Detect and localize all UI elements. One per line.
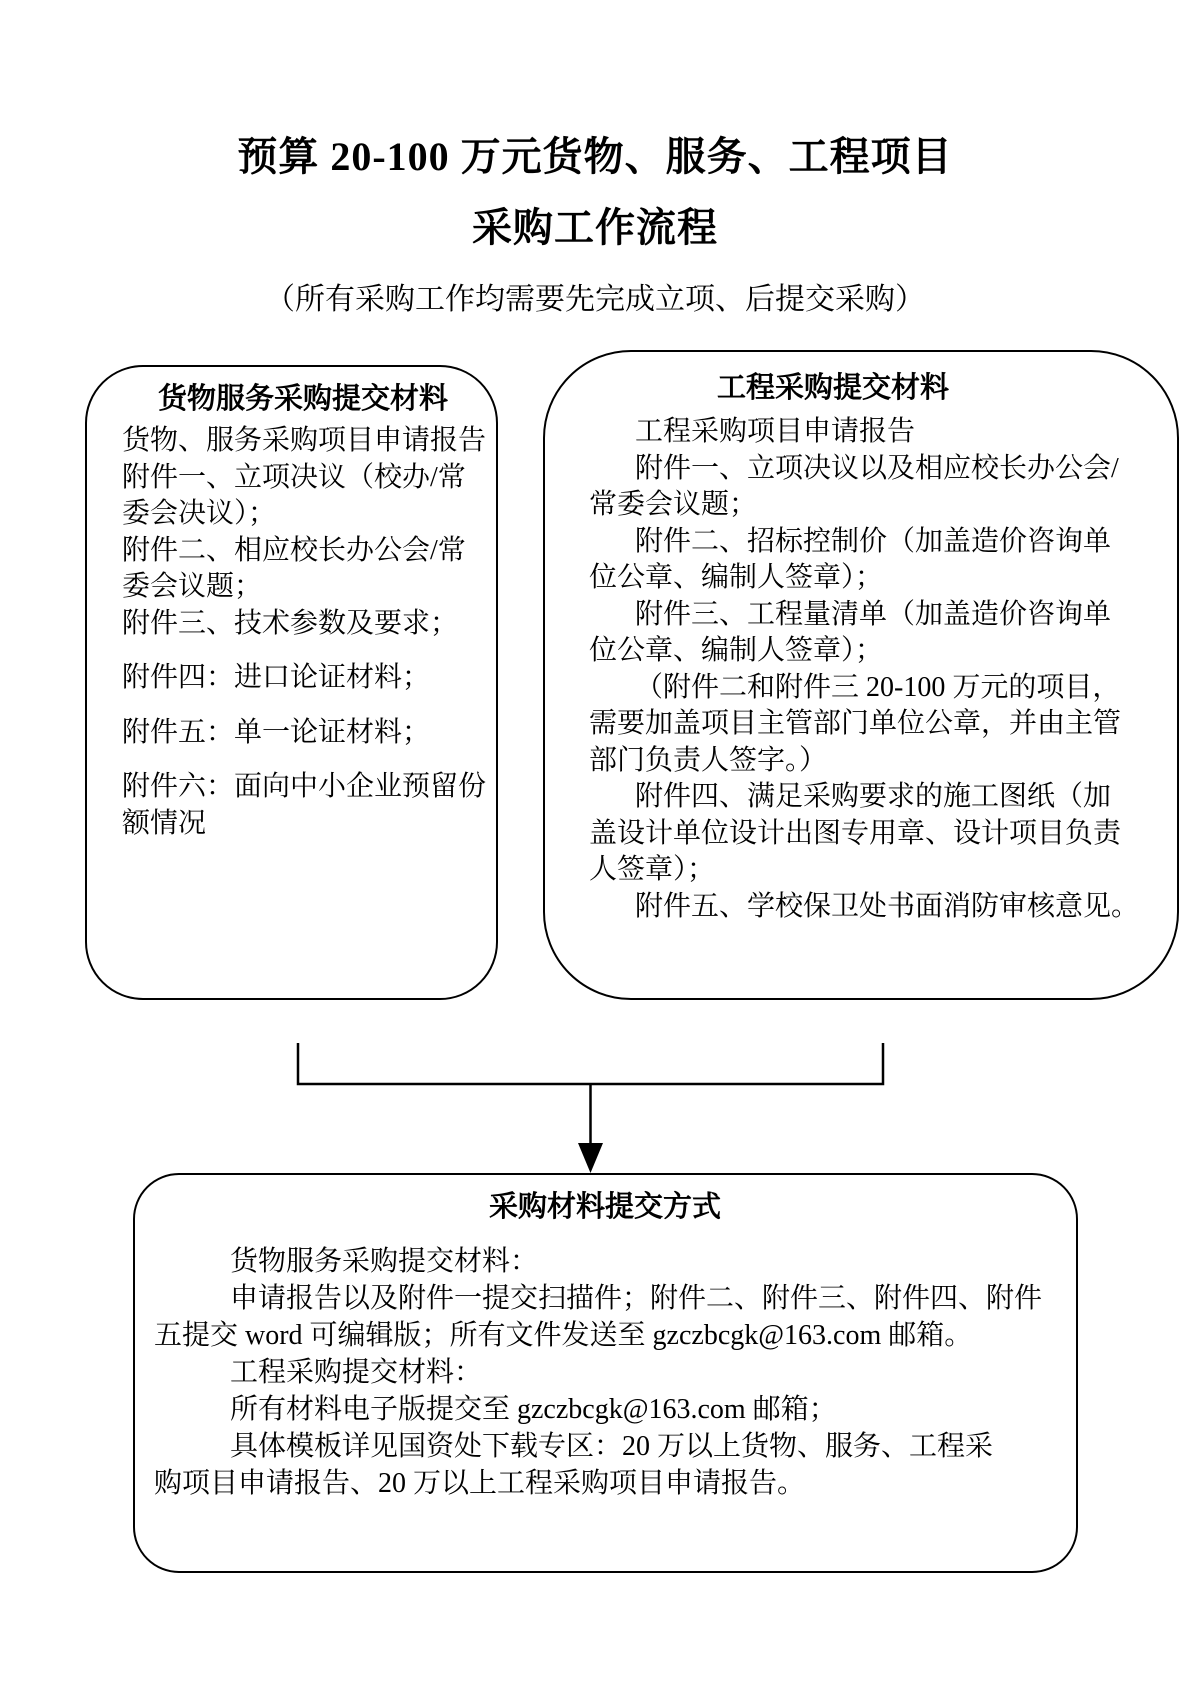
text-line: 位公章、编制人签章）； <box>589 562 884 593</box>
text-line: 具体模板详见国资处下载专区：20 万以上货物、服务、工程采 <box>230 1431 994 1462</box>
text-line: 五提交 word 可编辑版；所有文件发送至 gzczbcgk@163.com 邮箱。 <box>154 1320 973 1351</box>
text-line: 部门负责人签字。） <box>589 744 828 776</box>
text-line: （附件二和附件三 20-100 万元的项目， <box>635 671 1121 703</box>
merge-bracket <box>298 1043 883 1084</box>
node-title: 工程采购提交材料 <box>716 372 949 404</box>
text-line: 附件三、工程量清单（加盖造价咨询单 <box>635 598 1112 630</box>
flow-node-submission-method <box>133 1173 1078 1573</box>
text-line: 附件五：单一论证材料； <box>122 716 431 748</box>
page-subtitle: （所有采购工作均需要先完成立项、后提交采购） <box>265 283 925 316</box>
text-line: 盖设计单位设计出图专用章、设计项目负责 <box>589 817 1122 849</box>
text-line: 附件五、学校保卫处书面消防审核意见。 <box>635 890 1140 922</box>
node-title: 采购材料提交方式 <box>488 1191 721 1223</box>
text-line: 委会议题； <box>122 571 263 602</box>
flow-node-goods-materials <box>85 365 498 1000</box>
text-line: 附件二、招标控制价（加盖造价咨询单 <box>635 525 1112 557</box>
flow-connector <box>0 1040 1190 1180</box>
text-line: 委会决议）； <box>122 498 277 529</box>
flow-node-works-materials <box>543 350 1179 1000</box>
text-line: 购项目申请报告、20 万以上工程采购项目申请报告。 <box>154 1468 806 1499</box>
node-title: 货物服务采购提交材料 <box>157 383 448 415</box>
text-line: 附件二、相应校长办公会/常 <box>122 534 466 566</box>
text-line: 位公章、编制人签章）； <box>589 635 884 666</box>
text-line: 附件四、满足采购要求的施工图纸（加 <box>635 781 1112 812</box>
text-line: 额情况 <box>122 807 207 839</box>
page-title-line-1: 预算 20-100 万元货物、服务、工程项目 <box>237 134 953 179</box>
text-line: 货物、服务采购项目申请报告 <box>122 425 487 456</box>
page-title-line-2: 采购工作流程 <box>472 205 718 250</box>
text-line: 工程采购项目申请报告 <box>635 416 916 447</box>
text-line: 附件四：进口论证材料； <box>122 662 431 693</box>
arrowhead-icon <box>578 1143 603 1173</box>
text-line: 申请报告以及附件一提交扫描件；附件二、附件三、附件四、附件 <box>230 1283 1043 1314</box>
text-line: 附件一、立项决议以及相应校长办公会/ <box>635 452 1119 484</box>
text-line: 附件六：面向中小企业预留份 <box>122 771 487 802</box>
text-line: 人签章）； <box>589 854 716 885</box>
text-line: 货物服务采购提交材料： <box>230 1246 539 1277</box>
text-line: 常委会议题； <box>589 489 758 520</box>
text-line: 需要加盖项目主管部门单位公章，并由主管 <box>589 708 1122 739</box>
text-line: 工程采购提交材料： <box>230 1357 483 1388</box>
text-line: 附件一、立项决议（校办/常 <box>122 461 466 493</box>
text-line: 所有材料电子版提交至 gzczbcgk@163.com 邮箱； <box>230 1394 837 1425</box>
text-line: 附件三、技术参数及要求； <box>122 607 459 639</box>
